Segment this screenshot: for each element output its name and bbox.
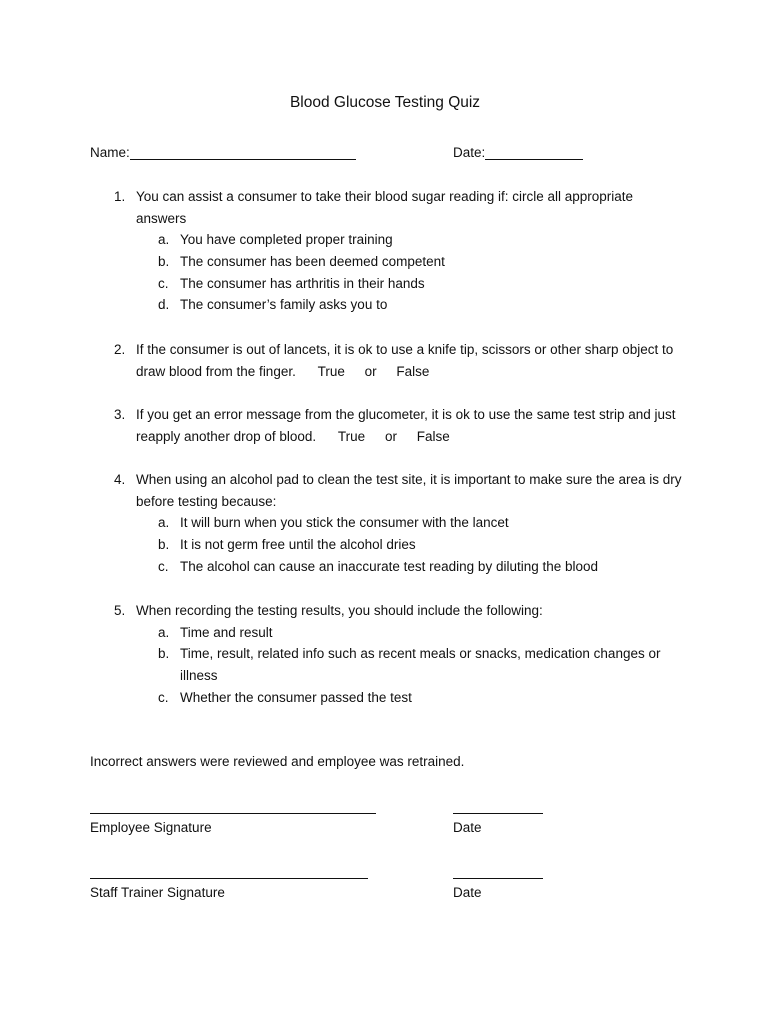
date-blank[interactable] xyxy=(485,145,583,160)
option-item[interactable]: c. Whether the consumer passed the test xyxy=(158,689,412,705)
option-item[interactable]: c. The alcohol can cause an inaccurate test reading by diluting the blood xyxy=(158,558,599,574)
retraining-note: Incorrect answers were reviewed and employee was retrained. xyxy=(90,754,465,769)
employee-signature-label: Employee Signature xyxy=(90,820,212,835)
false-option[interactable]: False xyxy=(396,363,430,379)
name-blank[interactable] xyxy=(130,145,356,160)
question-text: When using an alcohol pad to clean the test site, it is important to make sure the area is dry before testing because: xyxy=(136,472,682,509)
question-number: 5. xyxy=(114,603,126,618)
true-false-choices xyxy=(318,361,446,383)
option-list xyxy=(158,512,684,577)
question-number: 3. xyxy=(114,407,126,422)
employee-date-line[interactable] xyxy=(453,813,543,814)
trainer-signature-line[interactable] xyxy=(90,878,368,879)
question-1 xyxy=(114,186,684,316)
option-item[interactable]: a. You have completed proper training xyxy=(158,232,393,247)
option-item[interactable]: b. Time, result, related info such as recent meals or snacks, medication changes or illness xyxy=(158,646,661,684)
question-4 xyxy=(114,469,684,577)
question-2 xyxy=(114,339,684,382)
option-item[interactable]: d. The consumer’s family asks you to xyxy=(158,297,388,313)
date-label: Date: xyxy=(453,145,486,160)
option-list xyxy=(158,622,684,709)
question-text: You can assist a consumer to take their blood sugar reading if: circle all appropriate answers xyxy=(136,189,634,226)
option-item[interactable]: a. Time and result xyxy=(158,624,273,640)
option-item[interactable]: c. The consumer has arthritis in their hands xyxy=(158,275,425,291)
question-text: If the consumer is out of lancets, it is ok to use a knife tip, scissors or other sharp object to draw blood from the finger. True or False xyxy=(136,339,684,382)
name-field xyxy=(90,145,356,160)
true-option[interactable]: True xyxy=(337,428,366,444)
option-list xyxy=(158,229,684,316)
question-text: If you get an error message from the glucometer, it is ok to use the same test strip and just reapply another drop of blood. True or False xyxy=(136,404,684,447)
page-title: Blood Glucose Testing Quiz xyxy=(289,94,481,111)
option-item[interactable]: b. It is not germ free until the alcohol dries xyxy=(158,536,416,552)
question-3 xyxy=(114,404,684,447)
trainer-date-line[interactable] xyxy=(453,878,543,879)
employee-signature-line[interactable] xyxy=(90,813,376,814)
question-text: When recording the testing results, you should include the following: xyxy=(136,603,543,618)
option-item[interactable]: b. The consumer has been deemed competent xyxy=(158,253,445,269)
true-option[interactable]: True xyxy=(317,363,345,379)
header-fields xyxy=(90,145,690,165)
trainer-date-label: Date xyxy=(453,885,482,900)
option-item[interactable]: a. It will burn when you stick the consumer with the lancet xyxy=(158,515,509,530)
question-number: 4. xyxy=(114,472,126,487)
true-false-choices xyxy=(338,426,466,448)
question-5 xyxy=(114,600,684,709)
question-number: 2. xyxy=(114,342,126,357)
name-label: Name: xyxy=(90,145,130,160)
question-number: 1. xyxy=(114,189,126,204)
trainer-signature-label: Staff Trainer Signature xyxy=(90,885,225,900)
date-field xyxy=(453,145,583,160)
or-text: or xyxy=(364,363,377,379)
or-text: or xyxy=(384,428,397,444)
false-option[interactable]: False xyxy=(416,428,450,444)
employee-date-label: Date xyxy=(453,820,482,835)
